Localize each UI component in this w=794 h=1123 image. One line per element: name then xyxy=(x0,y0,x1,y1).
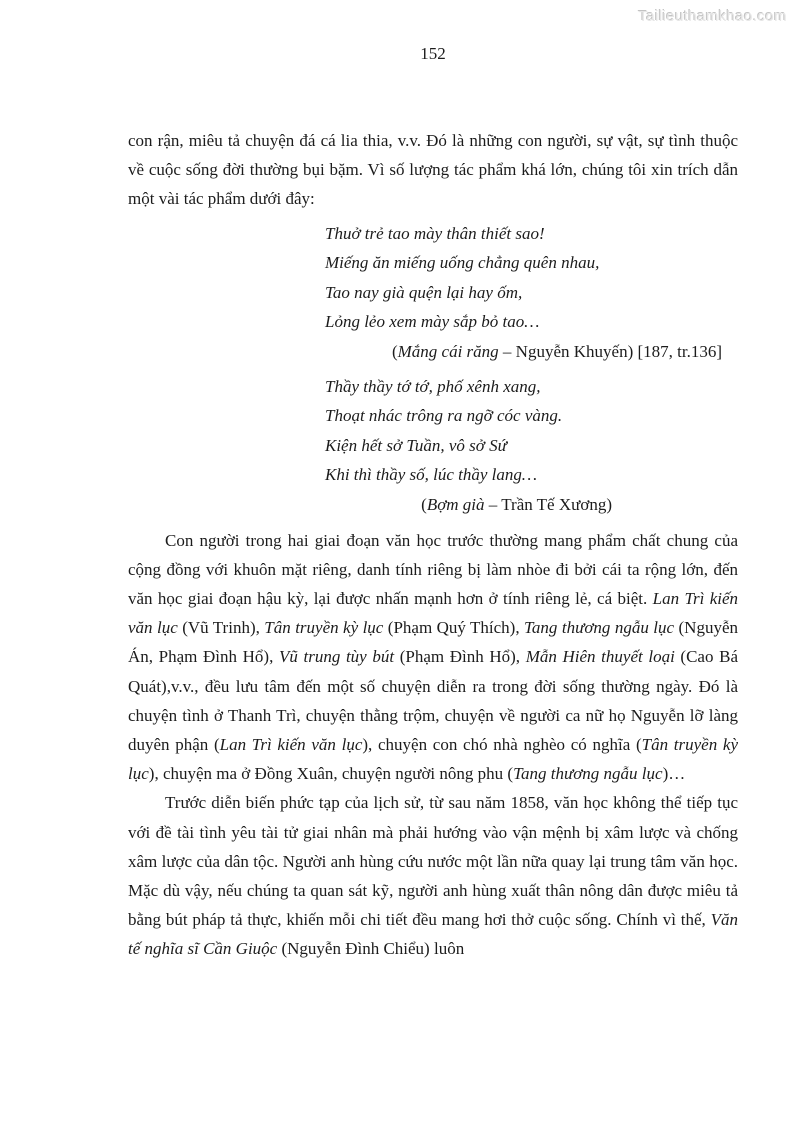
site-watermark: Tailieuthamkhao.com xyxy=(638,8,787,25)
poem-line: Miếng ăn miếng uống chẳng quên nhau, xyxy=(325,253,600,273)
poem-mang-cai-rang xyxy=(325,219,738,337)
poem-line: Thuở trẻ tao mày thân thiết sao! xyxy=(325,223,545,243)
paragraph-body-1: Con người trong hai giai đoạn văn học trước thường mang phẩm chất chung của cộng đồng với khuôn mặt riêng, danh tính riêng bị làm nhòe đi bởi cái ta rộng lớn, đến văn học giai đoạn hậu kỳ, lại được nhấn mạnh hơn ở tính riêng lẻ, cá biệt. Lan Trì kiến văn lục (Vũ Trinh), Tân truyền kỳ lục (Phạm Quý Thích), Tang thương ngẫu lục (Nguyễn Án, Phạm Đình Hổ), Vũ trung tùy bút (Phạm Đình Hổ), Mẫn Hiên thuyết loại (Cao Bá Quát),v.v., đều lưu tâm đến một số chuyện diễn ra trong đời sống thường ngày. Đó là chuyện tình ở Thanh Trì, chuyện thằng trộm, chuyện về người ca nữ họ Nguyễn lỡ làng duyên phận (Lan Trì kiến văn lục), chuyện con chó nhà nghèo có nghĩa (Tân truyền kỳ lục), chuyện ma ở Đồng Xuân, chuyện người nông phu (Tang thương ngẫu lục)… xyxy=(128,530,739,784)
page-number: 152 xyxy=(420,44,446,63)
poem-line: Tao nay già quện lại hay ốm, xyxy=(325,282,523,302)
poem-line: Khi thì thầy số, lúc thầy lang… xyxy=(325,465,538,485)
poem-line: Kiện hết sở Tuần, vô sở Sứ xyxy=(325,435,507,455)
poem-bom-gia xyxy=(325,372,738,490)
poem-attribution-bom-gia: (Bợm già – Trần Tế Xương) xyxy=(421,494,612,514)
poem-attribution-mang-cai-rang: (Mắng cái răng – Nguyễn Khuyến) [187, tr.136] xyxy=(391,341,722,361)
poem-line: Thoạt nhác trông ra ngỡ cóc vàng. xyxy=(325,406,563,426)
poem-line: Thầy thầy tớ tớ, phố xênh xang, xyxy=(325,376,541,396)
page-content xyxy=(128,126,738,964)
poem-line: Lỏng lẻo xem mày sắp bỏ tao… xyxy=(325,312,540,332)
paragraph-intro: con rận, miêu tả chuyện đá cá lia thia, v.v. Đó là những con người, sự vật, sự tình thuộc về cuộc sống đời thường bụi bặm. Vì số lượng tác phẩm khá lớn, chúng tôi xin trích dẫn một vài tác phẩm dưới đây: xyxy=(128,131,738,209)
paragraph-body-2: Trước diễn biến phức tạp của lịch sử, từ sau năm 1858, văn học không thể tiếp tục với đề tài tình yêu tài tử giai nhân mà phải hướng vào vận mệnh bị xâm lược và chống xâm lược của dân tộc. Người anh hùng cứu nước một lần nữa quay lại trung tâm văn học. Mặc dù vậy, nếu chúng ta quan sát kỹ, người anh hùng xuất thân nông dân được miêu tả bằng bút pháp tả thực, khiến mỗi chi tiết đều mang hơi thở cuộc sống. Chính vì thế, Văn tế nghĩa sĩ Cần Giuộc (Nguyễn Đình Chiểu) luôn xyxy=(128,793,738,959)
